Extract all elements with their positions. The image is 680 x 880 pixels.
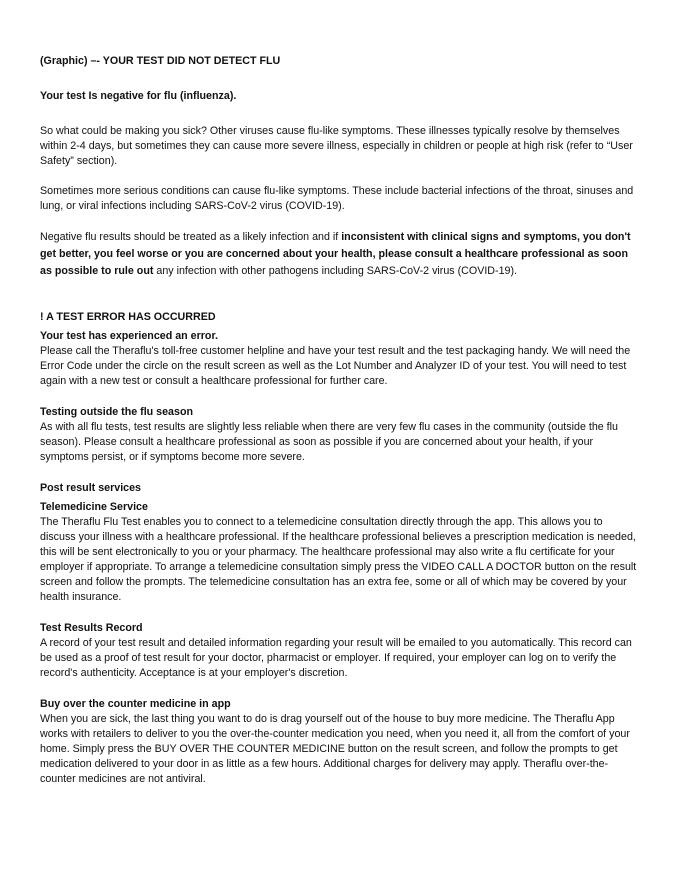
season-body: As with all flu tests, test results are slightly less reliable when there are very few flu cases in the community (outside the flu season). Please consult a healthcare professional as soon as possible if you are concerned about your health, if your symptoms persist, or if symptoms become more severe. [40,421,618,463]
season-heading: Testing outside the flu season [40,406,194,418]
negative-paragraph-2: Sometimes more serious conditions can cause flu-like symptoms. These include bacterial infections of the throat, sinuses and lung, or viral infections including SARS-CoV-2 virus (COVID-19). [40,185,634,212]
document-page [40,54,640,787]
negative-paragraph-3-bold: inconsistent with clinical signs and symptoms, you don't get better, you feel worse or you are concerned about your health, please consult a healthcare professional as soon as possible to rule out [40,231,631,277]
record-heading: Test Results Record [40,622,143,634]
record-body: A record of your test result and detailed information regarding your result will be emailed to you automatically. This record can be used as a proof of test result for your doctor, pharmacist or employer. If required, your employer can log on to verify the record's authenticity. Acceptance is at your employer's discretion. [40,637,632,679]
telemedicine-heading: Telemedicine Service [40,501,148,513]
negative-paragraph-3 [40,229,640,280]
telemedicine-body: The Theraflu Flu Test enables you to connect to a telemedicine consultation directly through the app. This allows you to discuss your illness with a healthcare professional. If the healthcare professional believes a prescription medication is needed, this will be sent electronically to you or your pharmacy. The healthcare professional may also write a flu certificate for your employer if appropriate. To arrange a telemedicine consultation simply press the VIDEO CALL A DOCTOR button on the result screen and follow the prompts. The telemedicine consultation has an extra fee, some or all of which may be covered by your health insurance. [40,516,637,603]
error-subheading: Your test has experienced an error. [40,330,218,342]
negative-heading: Your test Is negative for flu (influenza). [40,90,237,102]
services-heading: Post result services [40,482,141,494]
page-title: (Graphic) –- YOUR TEST DID NOT DETECT FLU [40,55,281,67]
error-body: Please call the Theraflu's toll-free customer helpline and have your test result and the test packaging handy. We will need the Error Code under the circle on the result screen as well as the Lot Number and Analyzer ID of your test. You will need to test again with a new test or consult a healthcare professional for further care. [40,345,631,387]
negative-paragraph-3-start: Negative flu results should be treated as a likely infection and if [40,231,342,243]
otc-heading: Buy over the counter medicine in app [40,698,231,710]
negative-paragraph-1: So what could be making you sick? Other viruses cause flu-like symptoms. These illnesses typically resolve by themselves within 2-4 days, but sometimes they can cause more severe illness, especially in children or people at high risk (refer to “User Safety” section). [40,125,633,167]
otc-body: When you are sick, the last thing you want to do is drag yourself out of the house to buy more medicine. The Theraflu App works with retailers to deliver to you the over-the-counter medication you need, when you need it, all from the comfort of your home. Simply press the BUY OVER THE COUNTER MEDICINE button on the result screen, and follow the prompts to get medication delivered to your door in as little as a few hours. Additional charges for delivery may apply. Theraflu over-the-counter medicines are not antiviral. [40,713,630,785]
negative-paragraph-3-end: any infection with other pathogens including SARS-CoV-2 virus (COVID-19). [153,265,517,277]
error-heading: ! A TEST ERROR HAS OCCURRED [40,311,216,323]
